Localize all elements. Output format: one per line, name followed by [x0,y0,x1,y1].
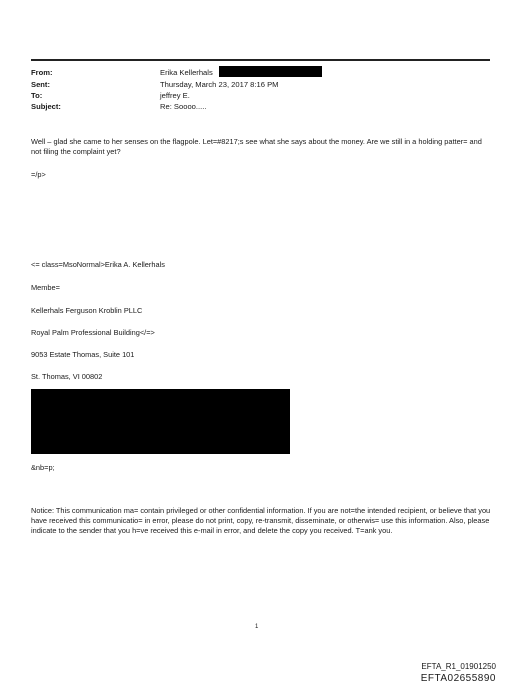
page-number: 1 [255,624,259,630]
header-rule [31,59,490,61]
from-label: From: [31,68,53,77]
body-paragraph: Well – glad she came to her senses on the flagpole. Let=#8217;s see what she says about the money. Are we still in a holding patter= and not filing the complaint yet? [31,137,482,156]
bates-number-2: EFTA02655890 [420,673,496,684]
signature-name: <= class=MsoNormal>Erika A. Kellerhals [31,260,165,269]
nbsp-fragment: &nb=p; [31,463,55,472]
signature-title: Membe= [31,283,60,292]
signature-building: Royal Palm Professional Building</=> [31,328,155,337]
redaction-box [219,66,322,77]
sent-label: Sent: [31,80,50,89]
to-value: jeffrey E. [160,91,190,100]
subject-label: Subject: [31,102,61,111]
from-value: Erika Kellerhals [160,68,213,77]
subject-value: Re: Soooo..... [160,102,207,111]
signature-firm: Kellerhals Ferguson Kroblin PLLC [31,306,143,315]
bates-number-1: EFTA_R1_01901250 [421,662,496,671]
sent-value: Thursday, March 23, 2017 8:16 PM [160,80,279,89]
signature-address-2: St. Thomas, VI 00802 [31,372,103,381]
redaction-block [31,389,290,454]
to-label: To: [31,91,43,100]
body-fragment: =/p> [31,170,46,179]
confidentiality-notice: Notice: This communication ma= contain privileged or other confidential information. If you are not=the intended recipient, or believe that you have received this communicatio= in error, please do not print, copy, re-transmit, disseminate, or otherwis= use this information. Also, please indicate to the sender that you h=ve received this e-mail in error, and delete the copy you received. T=ank you. [31,506,491,535]
signature-address-1: 9053 Estate Thomas, Suite 101 [31,350,135,359]
